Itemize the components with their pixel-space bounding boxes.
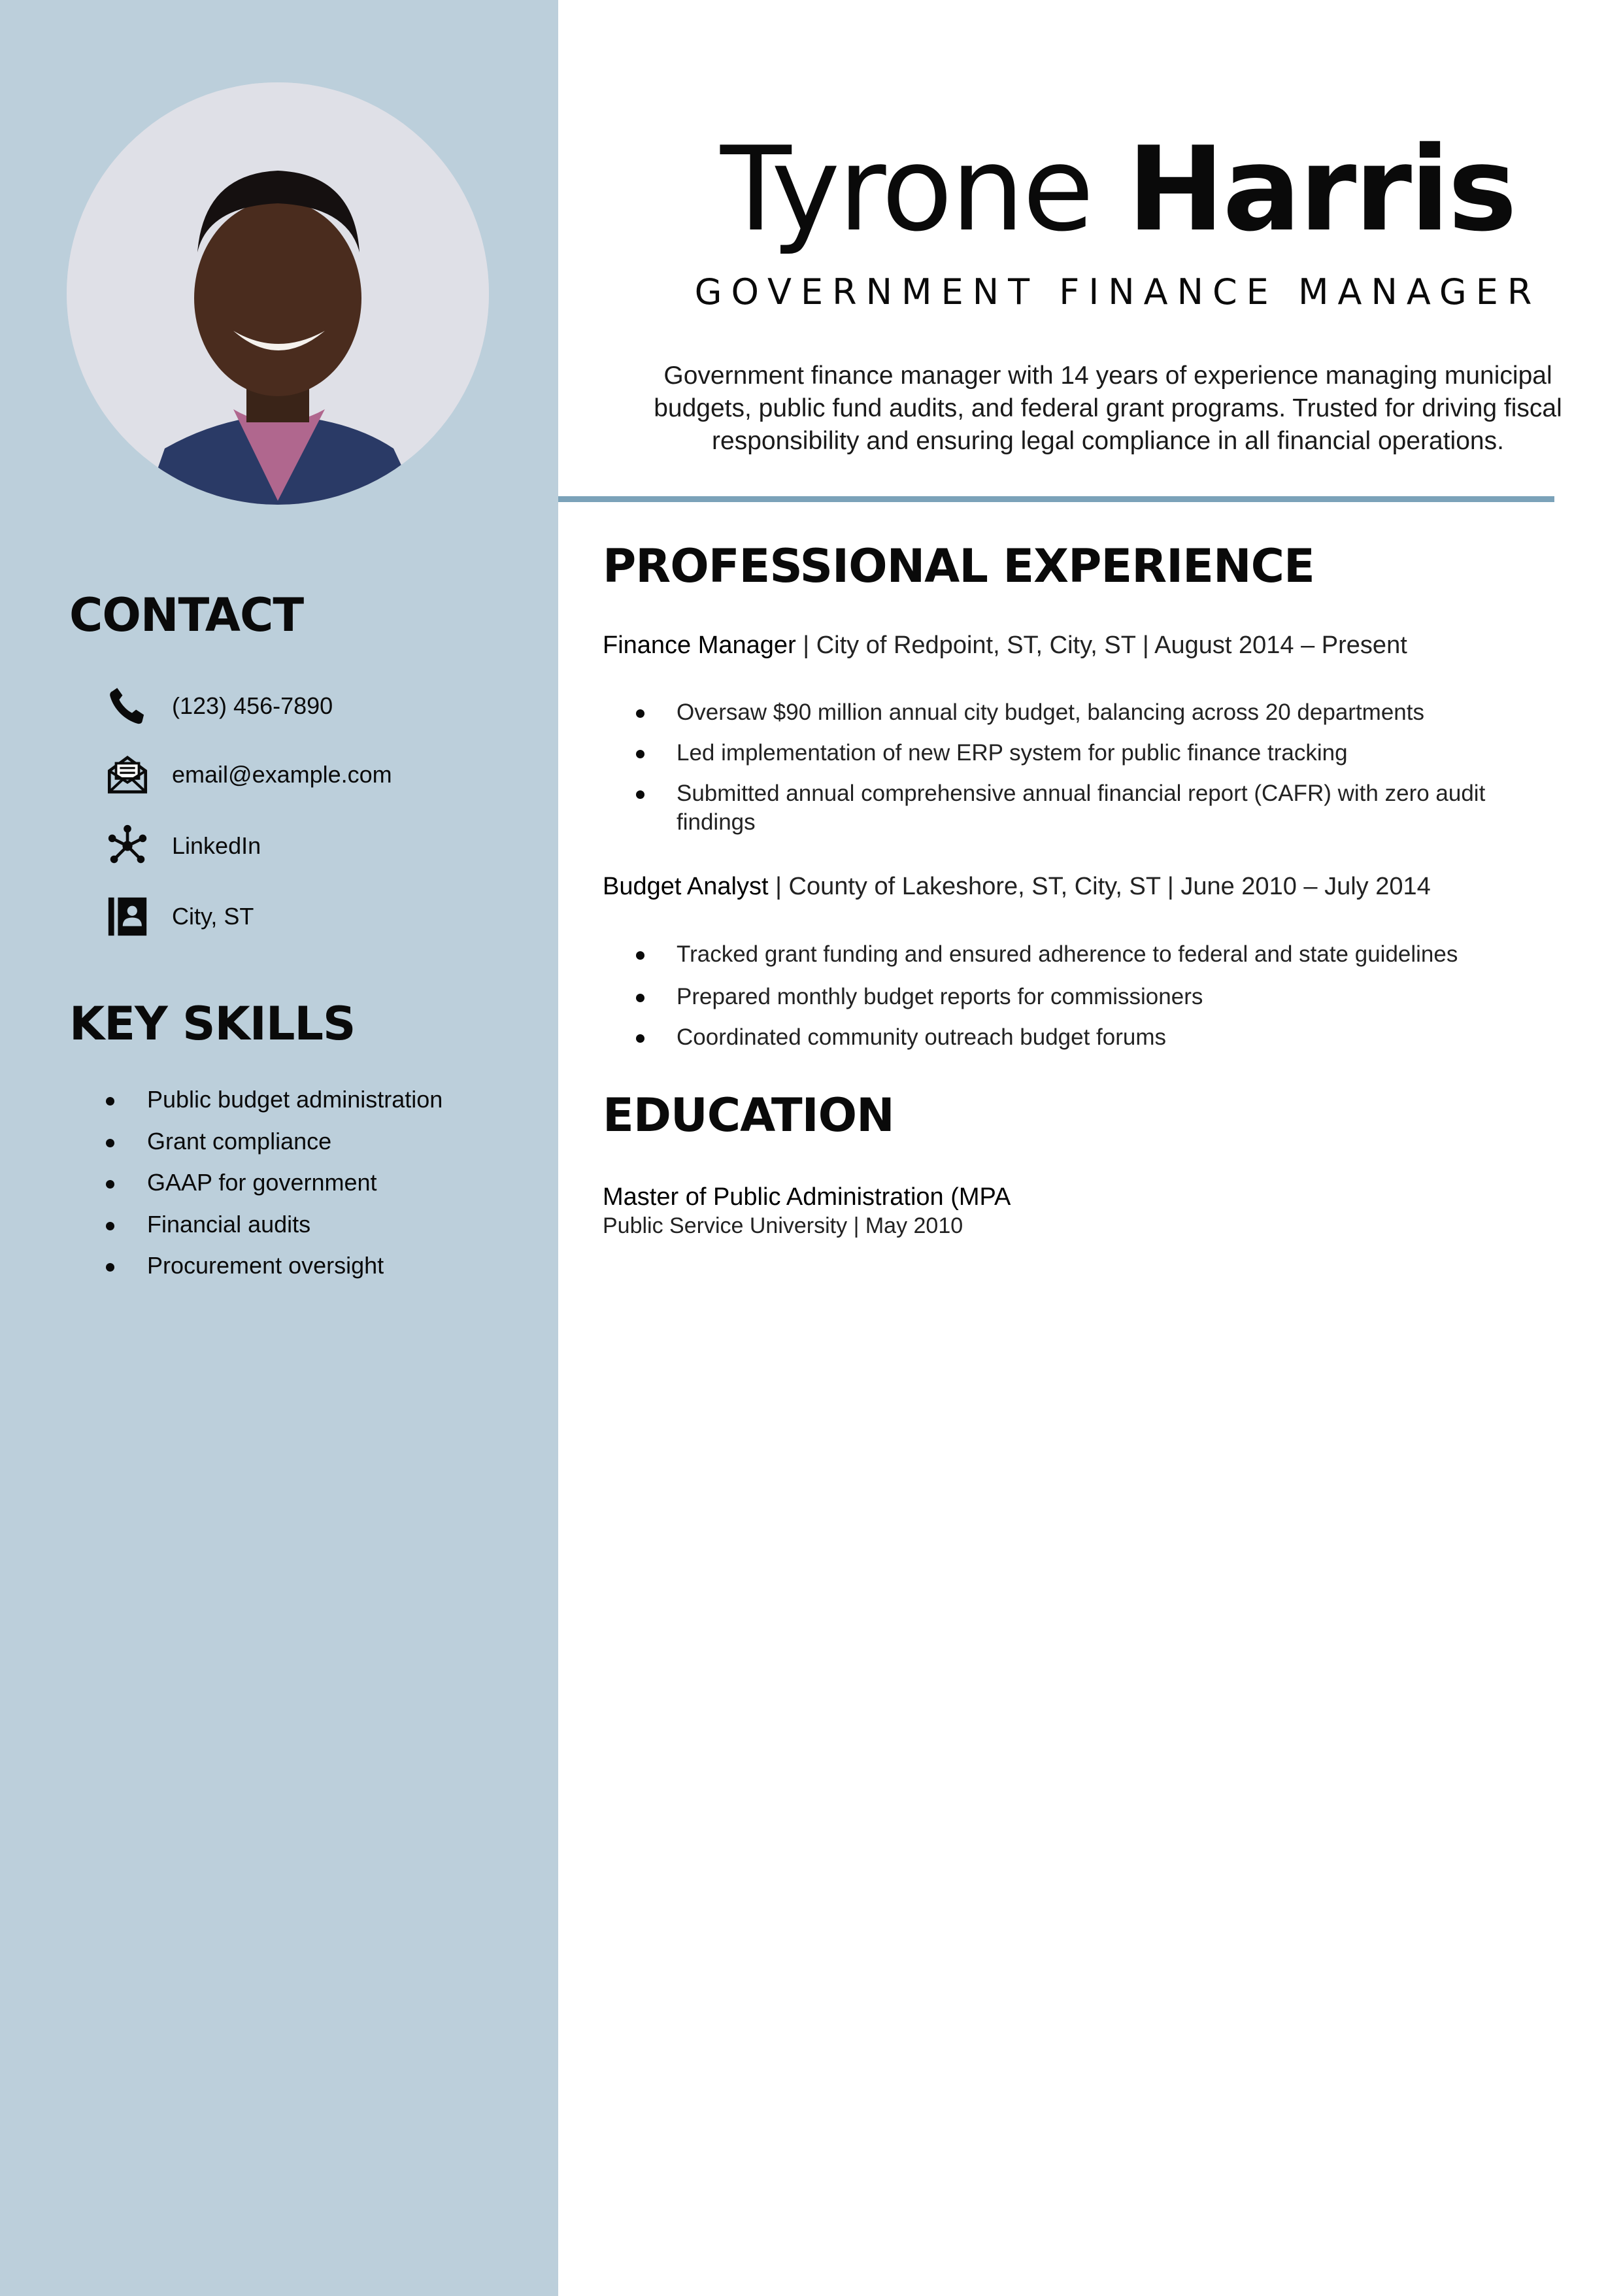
skill-item: Financial audits	[105, 1204, 443, 1245]
summary: Government finance manager with 14 years of experience managing municipal budgets, public fund audits, and federal grant programs. Trusted for driving fiscal responsibility and ensuring legal compliance in all financial operations.	[654, 362, 1562, 455]
address-book-icon	[103, 892, 152, 941]
contact-heading: CONTACT	[69, 588, 304, 642]
list-item: Submitted annual comprehensive annual financial report (CAFR) with zero audit findings	[635, 779, 1550, 837]
skill-item: Public budget administration	[105, 1079, 443, 1121]
job-title: GOVERNMENT FINANCE MANAGER	[694, 271, 1541, 312]
contact-email	[103, 749, 392, 801]
contact-location	[103, 890, 254, 943]
network-icon	[103, 822, 152, 870]
job-details: | County of Lakeshore, ST, City, ST | June 2010 – July 2014	[768, 873, 1431, 900]
phone-icon	[103, 682, 152, 730]
skill-item: Procurement oversight	[105, 1245, 443, 1287]
list-item: Led implementation of new ERP system for public finance tracking	[635, 739, 1550, 768]
list-item: Prepared monthly budget reports for commissioners	[635, 983, 1550, 1011]
list-item: Tracked grant funding and ensured adherence to federal and state guidelines	[635, 940, 1550, 969]
degree: Master of Public Administration (MPA	[603, 1183, 1011, 1211]
divider	[558, 496, 1554, 502]
mail-icon	[103, 751, 152, 799]
skill-item: GAAP for government	[105, 1162, 443, 1204]
skills-heading: KEY SKILLS	[69, 997, 356, 1051]
contact-linkedin	[103, 820, 261, 872]
sidebar	[0, 0, 558, 2296]
first-name: Tyrone	[720, 122, 1092, 257]
education-heading: EDUCATION	[603, 1089, 894, 1142]
experience-heading: PROFESSIONAL EXPERIENCE	[603, 539, 1314, 593]
profile-photo	[67, 82, 489, 505]
job-bullets	[635, 698, 1550, 837]
job-details: | City of Redpoint, ST, City, ST | August 2014 – Present	[795, 632, 1407, 659]
last-name: Harris	[1127, 122, 1516, 257]
list-item: Oversaw $90 million annual city budget, balancing across 20 departments	[635, 698, 1550, 727]
email-text: email@example.com	[172, 761, 392, 788]
list-item: Coordinated community outreach budget forums	[635, 1023, 1550, 1052]
job-bullets	[635, 940, 1550, 1052]
phone-text: (123) 456-7890	[172, 692, 333, 719]
skills-list	[105, 1079, 443, 1287]
contact-phone	[103, 680, 333, 732]
school: Public Service University | May 2010	[603, 1213, 963, 1238]
location-text: City, ST	[172, 903, 254, 930]
candidate-name	[712, 118, 1523, 262]
job-line	[603, 632, 1407, 660]
job-role: Finance Manager	[603, 632, 796, 659]
job-role: Budget Analyst	[603, 873, 769, 900]
linkedin-text: LinkedIn	[172, 832, 261, 859]
job-line	[603, 873, 1431, 901]
skill-item: Grant compliance	[105, 1121, 443, 1162]
